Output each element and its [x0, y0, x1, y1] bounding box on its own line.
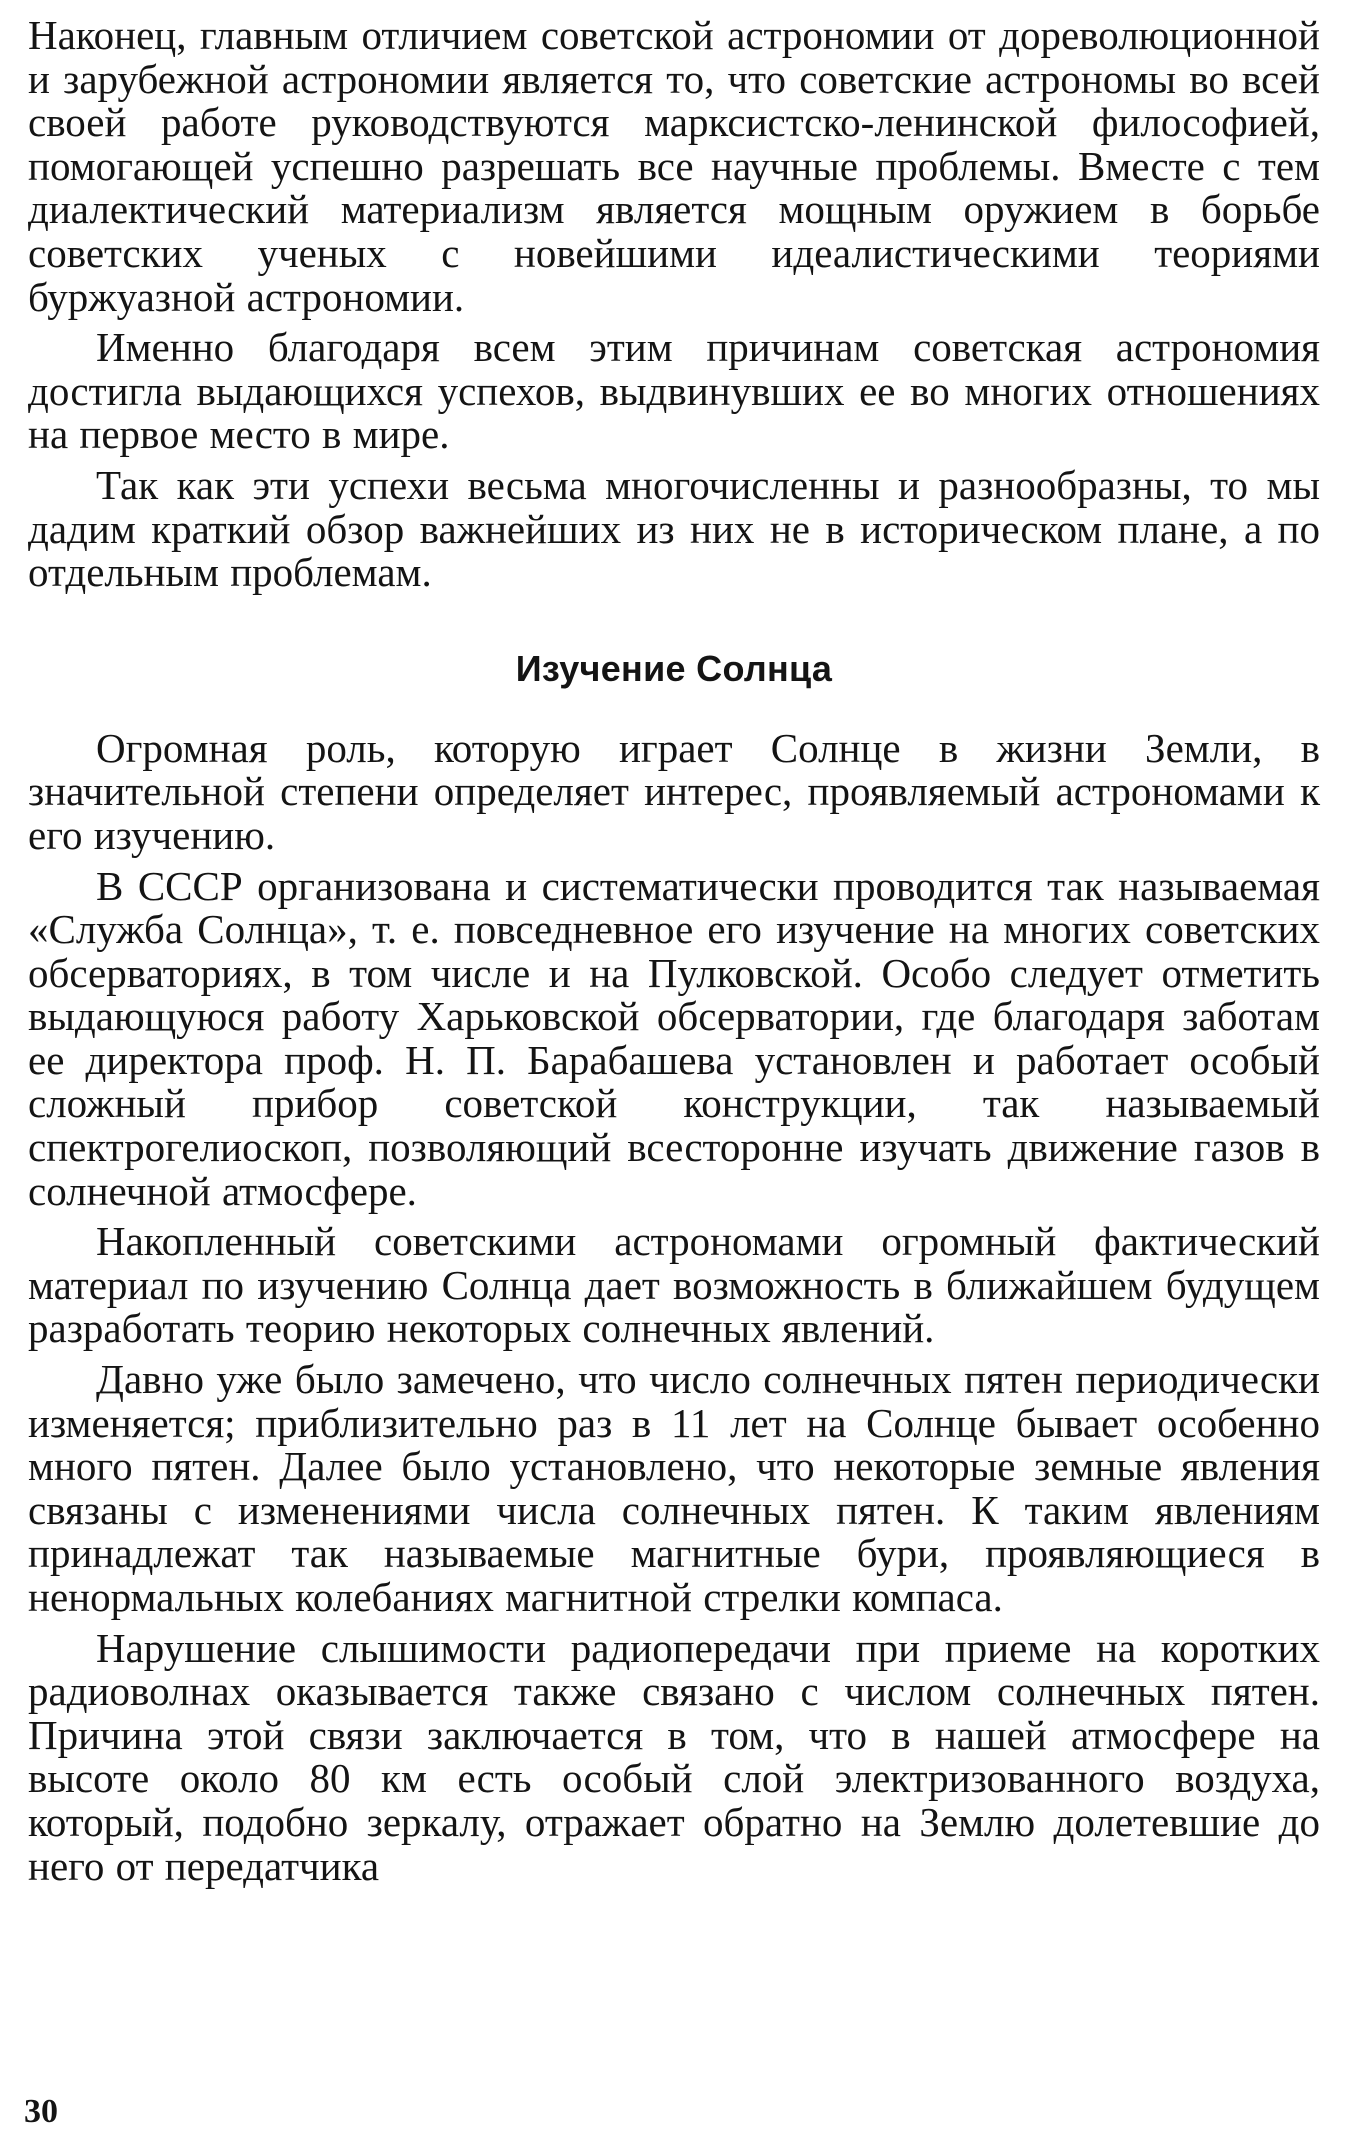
- paragraph: Накопленный советскими астрономами огромный фактический материал по изучению Солнца дает возможность в ближайшем будущем разработать теорию некоторых солнечных явлений.: [28, 1218, 1320, 1352]
- page-number: 30: [24, 2093, 58, 2130]
- paragraph: Так как эти успехи весьма многочисленны и разнообразны, то мы дадим краткий обзор важнейших из них не в историческом плане, а по отдельным проблемам.: [28, 461, 1320, 596]
- paragraph: Именно благодаря всем этим причинам советская астрономия достигла выдающихся успехов, выдвинувших ее во многих отношениях на первое место в мире.: [28, 324, 1320, 458]
- paragraph: В СССР организована и систематически проводится так называемая «Служба Солнца», т. е. повседневное его изучение на многих советских обсерваториях, в том числе и на Пулковской. Особо следует отметить выдающуюся работу Харьковской обсерватории, где благодаря заботам ее директора проф. Н. П. Барабашева установлен и работает особый сложный прибор советской конструкции, так называемый спектрогелиоскоп, позволяющий всесторонне изучать движение газов в солнечной атмосфере.: [28, 862, 1320, 1214]
- paragraph: Огромная роль, которую играет Солнце в жизни Земли, в значительной степени определяет интерес, проявляемый астрономами к его изучению.: [28, 724, 1320, 858]
- paragraph: Нарушение слышимости радиопередачи при приеме на коротких радиоволнах оказывается также связано с числом солнечных пятен. Причина этой связи заключается в том, что в нашей атмосфере на высоте около 80 км есть особый слой электризованного воздуха, который, подобно зеркалу, отражает обратно на Землю долетевшие до него от передатчика: [28, 1624, 1320, 1889]
- section-spacer: [28, 691, 1320, 727]
- section-heading: Изучение Солнца: [515, 647, 833, 689]
- paragraph: Наконец, главным отличием советской астрономии от дореволюционной и зарубежной астрономии является то, что советские астрономы во всей своей работе руководствуются марксистско-ленинской философией, помогающей успешно разрешать все научные проблемы. Вместе с тем диалектический материализм является мощным оружием в борьбе советских ученых с новейшими идеалистическими теориями буржуазной астрономии.: [28, 12, 1320, 320]
- section-spacer: [28, 595, 1320, 647]
- book-page: [28, 14, 1320, 1888]
- paragraph: Давно уже было замечено, что число солнечных пятен периодически изменяется; приблизительно раз в 11 лет на Солнце бывает особенно много пятен. Далее было установлено, что некоторые земные явления связаны с изменениями числа солнечных пятен. К таким явлениям принадлежат так называемые магнитные бури, проявляющиеся в ненормальных колебаниях магнитной стрелки компаса.: [28, 1356, 1320, 1620]
